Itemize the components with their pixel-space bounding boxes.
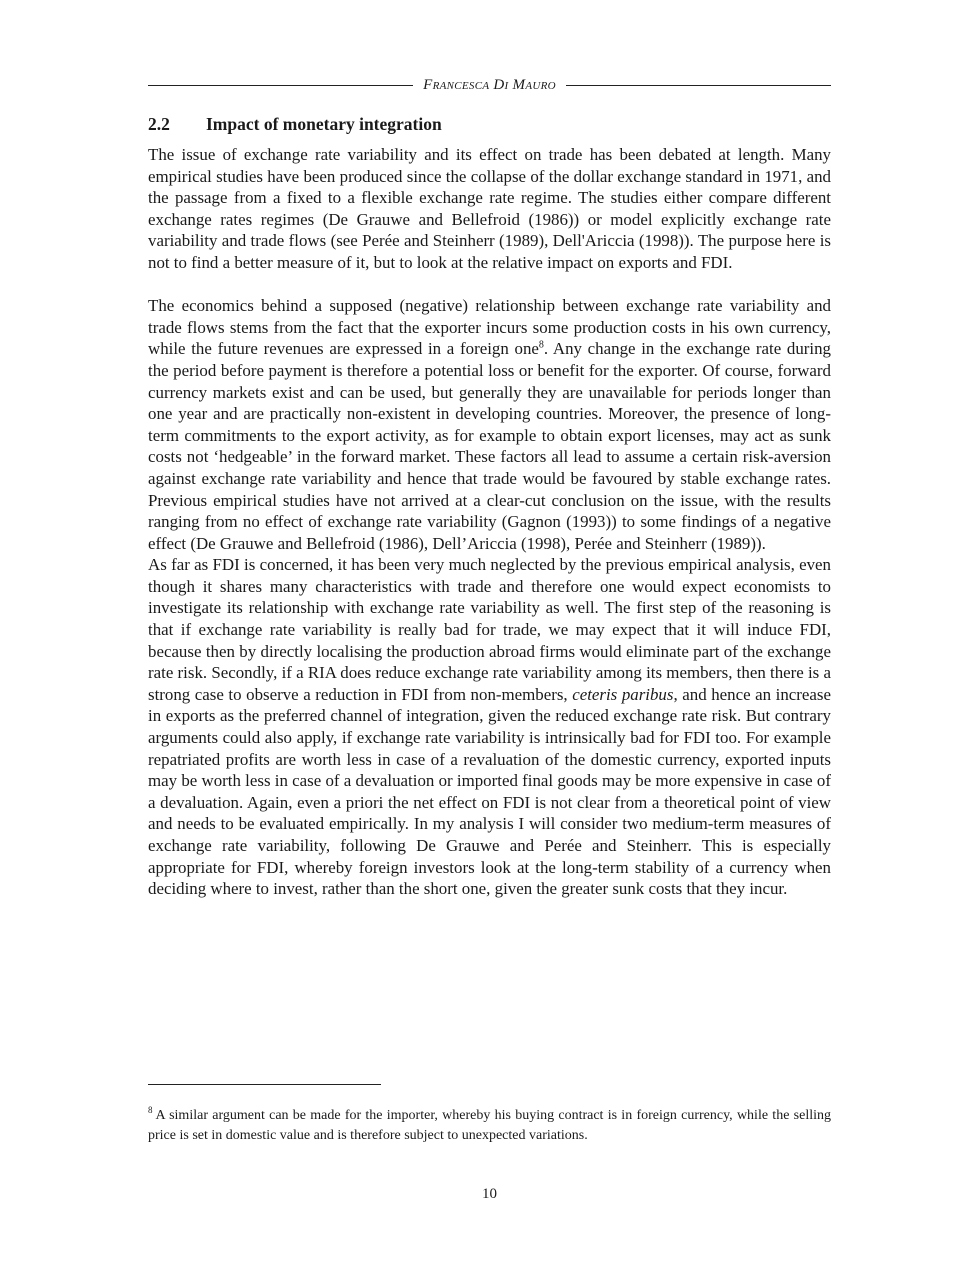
paragraph-2-text-b: . Any change in the exchange rate during the period before payment is therefore a potential loss or benefit for the exporter. Of course, forward currency markets exist and can be used, but generally they are unavailable for periods longer than one year and are practically non-existent in developing countries. Moreover, the presence of long-term commitments to the export activity, as for example to obtain export licenses, may act as sunk costs not ‘hedgeable’ in the forward market. These factors all lead to assume a certain risk-aversion against exchange rate variability and hence that trade would be favoured by stable exchange rates. Previous empirical studies have not arrived at a clear-cut conclusion on the issue, with the results ranging from no effect of exchange rate variability (Gagnon (1993)) to some findings of a negative effect (De Grauwe and Bellefroid (1986), Dell’Ariccia (1998), Perée and Steinherr (1989)). (148, 339, 831, 553)
paragraph-3 (148, 554, 831, 900)
section-title: Impact of monetary integration (206, 114, 442, 134)
page-number: 10 (482, 1186, 497, 1202)
paragraph-3-italic: ceteris paribus (572, 684, 674, 704)
section-number: 2.2 (148, 114, 170, 134)
paragraph-2 (148, 295, 831, 554)
paragraph-1: The issue of exchange rate variability and its effect on trade has been debated at length. Many empirical studies have been produced since the collapse of the dollar exchange standard in 1971, and the passage from a fixed to a flexible exchange rate regime. The studies either compare different exchange rates regimes (De Grauwe and Bellefroid (1986)) or model explicitly exchange rate variability and trade flows (see Perée and Steinherr (1989), Dell'Ariccia (1998)). The purpose here is not to find a better measure of it, but to look at the relative impact on exports and FDI. (148, 145, 831, 272)
paragraph-3-text-b: , and hence an increase in exports as the preferred channel of integration, given the reduced exchange rate risk. But contrary arguments could also apply, if exchange rate variability is intrinsically bad for FDI too. For example repatriated profits are worth less in case of a revaluation of the domestic currency, exported inputs may be worth less in case of a devaluation or imported final goods may be more expensive in case of a devaluation. Again, even a priori the net effect on FDI is not clear from a theoretical point of view and needs to be evaluated empirically. In my analysis I will consider two medium-term measures of exchange rate variability, following De Grauwe and Perée and Steinherr. This is especially appropriate for FDI, whereby foreign investors look at the long-term stability of a currency when deciding where to invest, rather than the short one, given the greater sunk costs that they incur. (148, 684, 831, 899)
footnote-mark: 8 (148, 1105, 153, 1116)
running-header (148, 73, 831, 97)
paragraph-3-text-a: As far as FDI is concerned, it has been very much neglected by the previous empirical analysis, even though it shares many characteristics with trade and therefore one would expect economists to investigate its relationship with exchange rate variability as well. The first step of the reasoning is that if exchange rate variability is really bad for trade, we may expect that it will induce FDI, because then by directly localising the production abroad firms would eliminate part of the exchange rate risk. Secondly, if a RIA does reduce exchange rate variability among its members, then there is a strong case to observe a reduction in FDI from non-members, (148, 555, 831, 704)
footnote-divider (148, 1084, 381, 1085)
running-title: Francesca Di Mauro (423, 76, 556, 93)
section-heading (148, 114, 442, 135)
footnote (148, 1106, 831, 1145)
footnote-reference[interactable]: 8 (538, 339, 544, 351)
body-text (148, 144, 831, 900)
paragraph-2-text-a: The economics behind a supposed (negative) relationship between exchange rate variability and trade flows stems from the fact that the exporter incurs some production costs in his own currency, while the future revenues are expressed in a foreign one (148, 296, 831, 359)
header-rule-left (148, 85, 413, 86)
footnote-text: A similar argument can be made for the importer, whereby his buying contract is in foreign currency, while the selling price is set in domestic value and is therefore subject to unexpected variations. (148, 1108, 831, 1143)
header-rule-right (566, 85, 831, 86)
